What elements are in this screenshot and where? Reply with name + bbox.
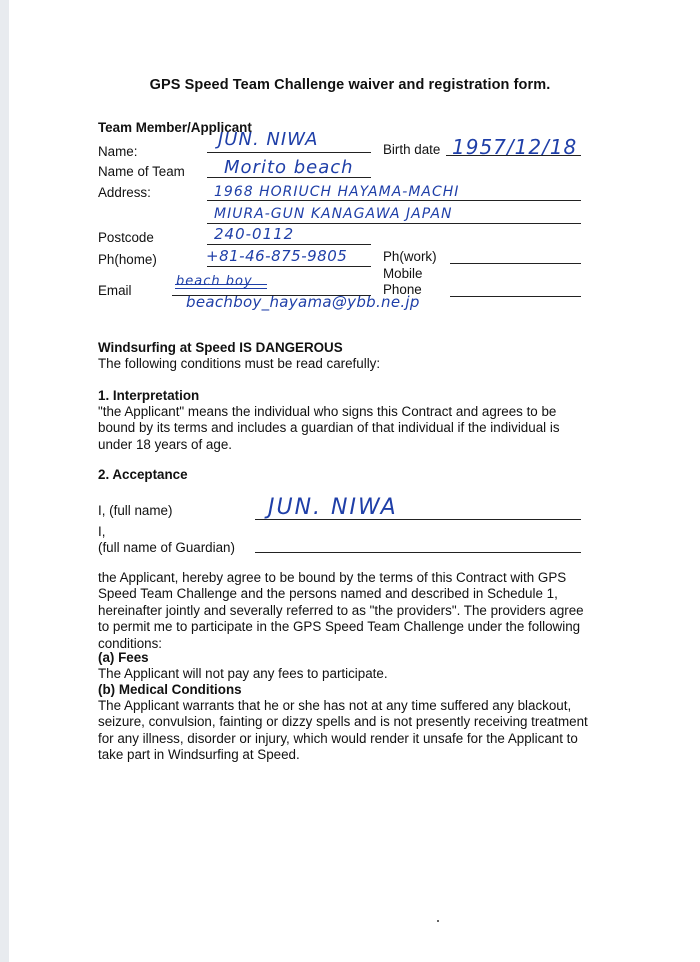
birth-date-line <box>446 155 581 156</box>
full-name-line <box>255 519 581 520</box>
form-title: GPS Speed Team Challenge waiver and registration form. <box>149 77 551 93</box>
postcode-value[interactable]: 240-0112 <box>214 225 295 243</box>
postcode-line <box>207 244 371 245</box>
birth-date-label: Birth date <box>383 142 441 157</box>
mobile-phone-line <box>450 296 581 297</box>
email-strikeout <box>175 284 267 285</box>
name-value[interactable]: JUN. NIWA <box>218 129 319 150</box>
ph-work-line <box>450 263 581 264</box>
team-value[interactable]: Morito beach <box>224 157 354 178</box>
danger-heading: Windsurfing at Speed IS DANGEROUS <box>98 340 343 355</box>
scan-edge <box>0 0 9 962</box>
acceptance-heading: 2. Acceptance <box>98 467 188 482</box>
fees-heading: (a) Fees <box>98 650 149 665</box>
full-name-value[interactable]: JUN. NIWA <box>268 495 398 520</box>
guardian-label-2: (full name of Guardian) <box>98 540 235 555</box>
danger-intro: The following conditions must be read carefully: <box>98 356 381 371</box>
guardian-line <box>255 552 581 553</box>
fees-text: The Applicant will not pay any fees to participate. <box>98 666 388 681</box>
ph-home-label: Ph(home) <box>98 252 157 267</box>
ph-home-value[interactable]: +81-46-875-9805 <box>206 247 348 265</box>
postcode-label: Postcode <box>98 230 154 245</box>
email-struck-value: beach boy <box>176 274 253 289</box>
mobile-label: Mobile <box>383 266 423 281</box>
scan-speck <box>437 920 439 922</box>
name-line <box>207 152 371 153</box>
acceptance-text: the Applicant, hereby agree to be bound by the terms of this Contract with GPS Speed Team Challenge and the persons named and described in Schedule 1, hereinafter jointly and severally referred to as "the providers". The providers agree to permit me to participate in the GPS Speed Team Challenge under the following conditions: <box>98 570 584 651</box>
interpretation-text: "the Applicant" means the individual who signs this Contract and agrees to be bound by its terms and includes a guardian of that individual if the individual is under 18 years of age. <box>98 404 560 452</box>
section-applicant-heading: Team Member/Applicant <box>98 120 252 135</box>
email-strikeout-2 <box>175 288 267 289</box>
address-line1 <box>207 200 581 201</box>
team-label: Name of Team <box>98 164 185 179</box>
full-name-label: I, (full name) <box>98 503 173 518</box>
phone-label: Phone <box>383 282 422 297</box>
address-label: Address: <box>98 185 151 200</box>
birth-date-value[interactable]: 1957/12/18 <box>452 135 578 159</box>
name-label: Name: <box>98 144 138 159</box>
medical-heading: (b) Medical Conditions <box>98 682 242 697</box>
email-label: Email <box>98 283 132 298</box>
address-line2-value[interactable]: MIURA-GUN KANAGAWA JAPAN <box>214 206 453 222</box>
ph-home-line <box>207 266 371 267</box>
email-value[interactable]: beachboy_hayama@ybb.ne.jp <box>186 293 420 311</box>
address-line1-value[interactable]: 1968 HORIUCH HAYAMA-MACHI <box>214 184 460 200</box>
email-line <box>172 295 371 296</box>
guardian-label-1: I, <box>98 524 106 539</box>
ph-work-label: Ph(work) <box>383 249 437 264</box>
team-line <box>207 177 371 178</box>
interpretation-heading: 1. Interpretation <box>98 388 200 403</box>
medical-text: The Applicant warrants that he or she has not at any time suffered any blackout, seizure, convulsion, fainting or dizzy spells and is not presently receiving treatment for any illness, disorder or injury, which would render it unsafe for the Applicant to take part in Windsurfing at Speed. <box>98 698 588 763</box>
